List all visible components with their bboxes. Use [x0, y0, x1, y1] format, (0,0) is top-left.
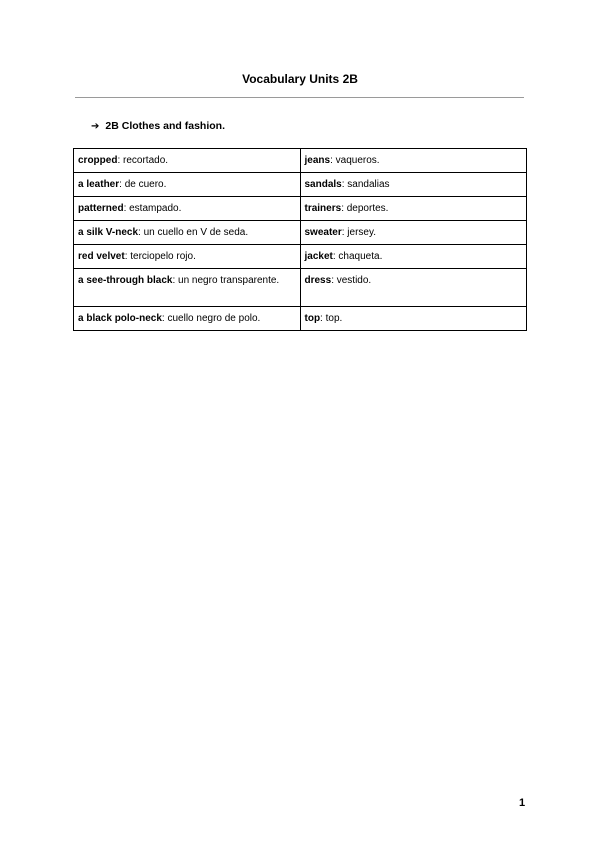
vocab-separator: :: [320, 313, 323, 324]
vocab-translation: vestido.: [333, 275, 372, 286]
document-title: Vocabulary Units 2B: [242, 72, 358, 86]
vocab-term: patterned: [78, 203, 124, 214]
vocab-translation: estampado.: [126, 203, 182, 214]
vocab-separator: :: [119, 179, 122, 190]
vocab-separator: :: [341, 179, 345, 190]
vocab-translation: cuello negro de polo.: [164, 313, 261, 324]
table-row: [74, 197, 527, 221]
table-row: [74, 307, 527, 331]
vocab-separator: :: [117, 155, 121, 166]
table-row: [74, 221, 527, 245]
vocab-cell-left: [74, 173, 301, 197]
section-heading: [91, 120, 225, 132]
vocab-translation: vaqueros.: [332, 155, 380, 166]
vocab-term: dress: [304, 275, 332, 286]
vocab-cell-right: [300, 307, 527, 331]
vocab-cell-left: [74, 307, 301, 331]
vocab-term: sweater: [304, 227, 342, 238]
title-divider: [75, 97, 524, 98]
vocab-separator: :: [332, 251, 336, 262]
vocab-cell-left: [74, 245, 301, 269]
vocab-cell-right: [300, 149, 527, 173]
vocab-cell-right: [300, 173, 527, 197]
vocab-term: jeans: [304, 155, 331, 166]
vocab-separator: :: [331, 275, 334, 286]
vocab-term: a silk V-neck: [78, 227, 139, 238]
right-arrow-icon: ➔: [91, 120, 100, 132]
vocab-cell-left: [74, 221, 301, 245]
table-row: [74, 269, 527, 307]
vocab-separator: :: [161, 313, 165, 324]
vocab-term: cropped: [78, 155, 118, 166]
vocab-term: a see-through black: [78, 275, 173, 286]
page-number: 1: [519, 797, 526, 809]
vocab-separator: :: [123, 203, 127, 214]
vocab-translation: chaqueta.: [335, 251, 383, 262]
vocab-term: sandals: [304, 179, 342, 190]
vocab-term: jacket: [304, 251, 333, 262]
vocabulary-table: [73, 148, 527, 331]
vocab-translation: terciopelo rojo.: [127, 251, 196, 262]
vocab-separator: :: [341, 227, 345, 238]
vocab-term: top: [304, 313, 321, 324]
vocab-cell-right: [300, 269, 527, 307]
vocab-translation: de cuero.: [121, 179, 167, 190]
vocab-term: red velvet: [78, 251, 125, 262]
vocab-cell-right: [300, 245, 527, 269]
vocab-translation: un cuello en V de seda.: [140, 227, 249, 238]
vocab-term: a leather: [78, 179, 120, 190]
vocab-separator: :: [124, 251, 128, 262]
vocab-separator: :: [341, 203, 344, 214]
vocab-cell-left: [74, 269, 301, 307]
vocab-translation: sandalias: [344, 179, 390, 190]
table-row: [74, 173, 527, 197]
vocab-cell-right: [300, 197, 527, 221]
vocab-translation: top.: [322, 313, 343, 324]
vocab-term: trainers: [304, 203, 342, 214]
vocab-separator: :: [330, 155, 333, 166]
vocab-translation: recortado.: [120, 155, 169, 166]
vocab-translation: jersey.: [344, 227, 377, 238]
vocab-translation: un negro transparente.: [175, 275, 280, 286]
table-row: [74, 245, 527, 269]
vocab-cell-left: [74, 197, 301, 221]
vocab-cell-left: [74, 149, 301, 173]
vocab-translation: deportes.: [343, 203, 389, 214]
section-heading-label: 2B Clothes and fashion.: [105, 120, 225, 132]
vocab-cell-right: [300, 221, 527, 245]
table-row: [74, 149, 527, 173]
vocab-term: a black polo-neck: [78, 313, 162, 324]
vocab-separator: :: [172, 275, 176, 286]
vocab-separator: :: [138, 227, 141, 238]
